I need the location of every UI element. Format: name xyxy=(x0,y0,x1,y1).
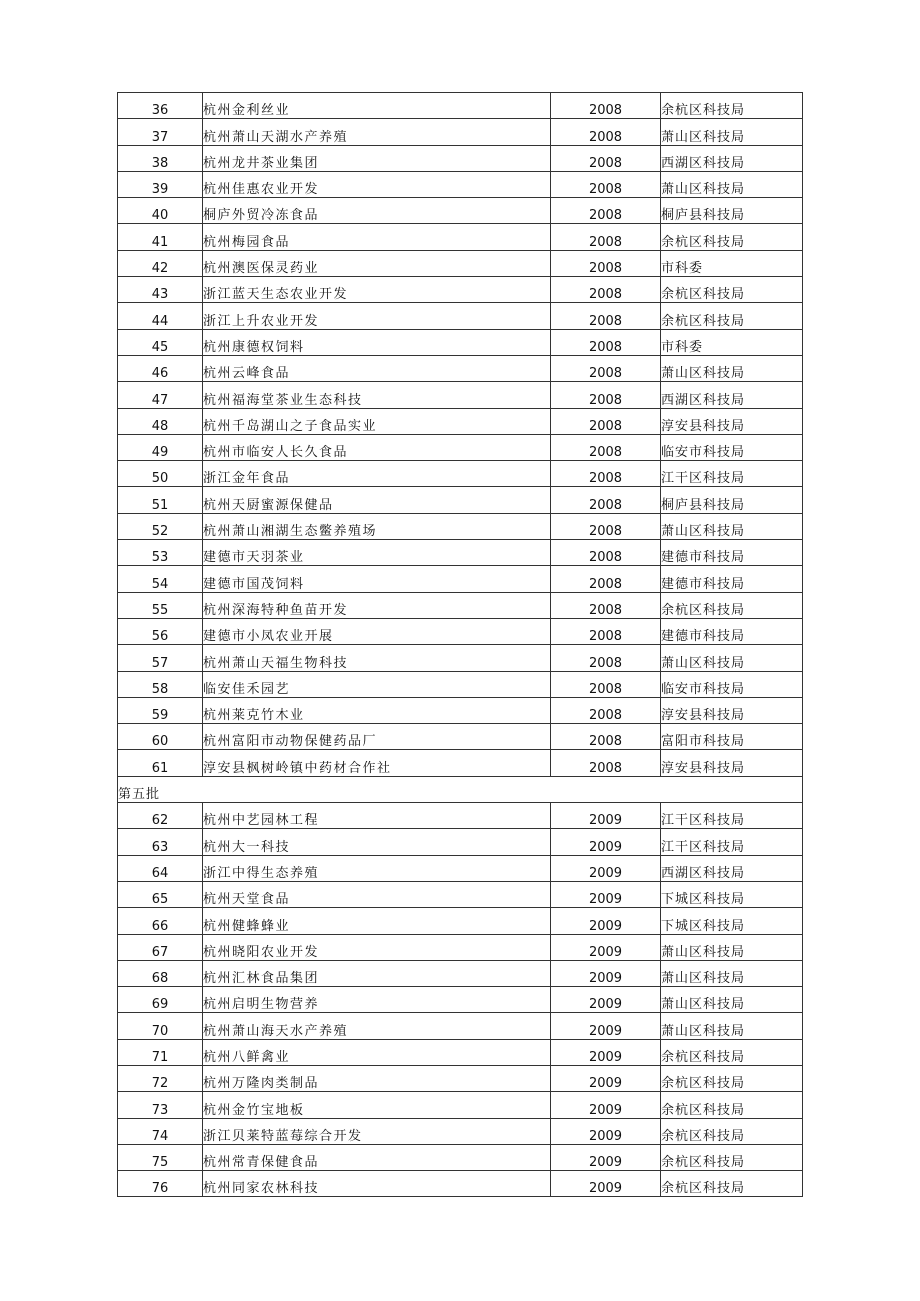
year: 2009 xyxy=(551,1039,661,1065)
row-number: 70 xyxy=(118,1013,203,1039)
company-name: 杭州天堂食品 xyxy=(203,881,551,907)
company-name: 杭州启明生物营养 xyxy=(203,987,551,1013)
company-name: 杭州千岛湖山之子食品实业 xyxy=(203,408,551,434)
company-name: 杭州金利丝业 xyxy=(203,93,551,119)
row-number: 51 xyxy=(118,487,203,513)
row-number: 66 xyxy=(118,908,203,934)
company-name: 浙江蓝天生态农业开发 xyxy=(203,277,551,303)
department: 萧山区科技局 xyxy=(661,513,803,539)
department: 余杭区科技局 xyxy=(661,277,803,303)
year: 2008 xyxy=(551,355,661,381)
year: 2008 xyxy=(551,408,661,434)
company-name: 浙江贝莱特蓝莓综合开发 xyxy=(203,1118,551,1144)
year: 2008 xyxy=(551,566,661,592)
company-name: 杭州常青保健食品 xyxy=(203,1144,551,1170)
year: 2009 xyxy=(551,829,661,855)
row-number: 42 xyxy=(118,250,203,276)
year: 2009 xyxy=(551,1065,661,1091)
company-name: 建德市小凤农业开展 xyxy=(203,618,551,644)
table-row xyxy=(118,540,803,566)
company-name: 杭州梅园食品 xyxy=(203,224,551,250)
table-row xyxy=(118,408,803,434)
table-row xyxy=(118,513,803,539)
year: 2008 xyxy=(551,540,661,566)
year: 2009 xyxy=(551,1013,661,1039)
department: 余杭区科技局 xyxy=(661,303,803,329)
year: 2008 xyxy=(551,303,661,329)
table-row xyxy=(118,1171,803,1197)
row-number: 67 xyxy=(118,934,203,960)
company-name: 杭州佳惠农业开发 xyxy=(203,171,551,197)
year: 2008 xyxy=(551,382,661,408)
row-number: 71 xyxy=(118,1039,203,1065)
company-name: 浙江金年食品 xyxy=(203,461,551,487)
year: 2009 xyxy=(551,1092,661,1118)
department: 余杭区科技局 xyxy=(661,1144,803,1170)
year: 2009 xyxy=(551,803,661,829)
table-row xyxy=(118,329,803,355)
table-row xyxy=(118,750,803,776)
row-number: 58 xyxy=(118,671,203,697)
row-number: 69 xyxy=(118,987,203,1013)
row-number: 75 xyxy=(118,1144,203,1170)
row-number: 54 xyxy=(118,566,203,592)
company-name: 杭州金竹宝地板 xyxy=(203,1092,551,1118)
table-row xyxy=(118,1039,803,1065)
year: 2008 xyxy=(551,671,661,697)
department: 建德市科技局 xyxy=(661,566,803,592)
department: 萧山区科技局 xyxy=(661,960,803,986)
table-row xyxy=(118,119,803,145)
department: 建德市科技局 xyxy=(661,618,803,644)
year: 2008 xyxy=(551,250,661,276)
table-row xyxy=(118,697,803,723)
section-row xyxy=(118,776,803,802)
department: 余杭区科技局 xyxy=(661,224,803,250)
row-number: 68 xyxy=(118,960,203,986)
table-row xyxy=(118,1118,803,1144)
row-number: 63 xyxy=(118,829,203,855)
table-row xyxy=(118,592,803,618)
row-number: 37 xyxy=(118,119,203,145)
year: 2008 xyxy=(551,513,661,539)
table-row xyxy=(118,671,803,697)
company-name: 杭州市临安人长久食品 xyxy=(203,434,551,460)
company-name: 杭州深海特种鱼苗开发 xyxy=(203,592,551,618)
table-row xyxy=(118,1144,803,1170)
row-number: 41 xyxy=(118,224,203,250)
department: 余杭区科技局 xyxy=(661,93,803,119)
enterprise-table-body xyxy=(118,93,803,1197)
row-number: 76 xyxy=(118,1171,203,1197)
company-name: 杭州八鲜禽业 xyxy=(203,1039,551,1065)
row-number: 53 xyxy=(118,540,203,566)
company-name: 浙江上升农业开发 xyxy=(203,303,551,329)
company-name: 杭州万隆肉类制品 xyxy=(203,1065,551,1091)
table-row xyxy=(118,198,803,224)
row-number: 52 xyxy=(118,513,203,539)
row-number: 65 xyxy=(118,881,203,907)
year: 2009 xyxy=(551,987,661,1013)
department: 市科委 xyxy=(661,329,803,355)
table-row xyxy=(118,724,803,750)
department: 萧山区科技局 xyxy=(661,645,803,671)
table-row xyxy=(118,277,803,303)
company-name: 杭州萧山天湖水产养殖 xyxy=(203,119,551,145)
row-number: 39 xyxy=(118,171,203,197)
company-name: 杭州健蜂蜂业 xyxy=(203,908,551,934)
department: 桐庐县科技局 xyxy=(661,198,803,224)
year: 2008 xyxy=(551,93,661,119)
department: 余杭区科技局 xyxy=(661,1039,803,1065)
year: 2008 xyxy=(551,645,661,671)
table-row xyxy=(118,1092,803,1118)
row-number: 49 xyxy=(118,434,203,460)
row-number: 44 xyxy=(118,303,203,329)
department: 萧山区科技局 xyxy=(661,171,803,197)
row-number: 40 xyxy=(118,198,203,224)
year: 2008 xyxy=(551,618,661,644)
department: 江干区科技局 xyxy=(661,829,803,855)
company-name: 杭州富阳市动物保健药品厂 xyxy=(203,724,551,750)
year: 2008 xyxy=(551,171,661,197)
row-number: 61 xyxy=(118,750,203,776)
department: 余杭区科技局 xyxy=(661,1092,803,1118)
year: 2009 xyxy=(551,1171,661,1197)
enterprise-table xyxy=(117,92,803,1197)
department: 西湖区科技局 xyxy=(661,855,803,881)
table-row xyxy=(118,881,803,907)
company-name: 杭州汇林食品集团 xyxy=(203,960,551,986)
row-number: 74 xyxy=(118,1118,203,1144)
year: 2008 xyxy=(551,224,661,250)
company-name: 杭州萧山天福生物科技 xyxy=(203,645,551,671)
company-name: 杭州澳医保灵药业 xyxy=(203,250,551,276)
company-name: 杭州福海堂茶业生态科技 xyxy=(203,382,551,408)
table-row xyxy=(118,618,803,644)
row-number: 56 xyxy=(118,618,203,644)
year: 2008 xyxy=(551,592,661,618)
company-name: 杭州康德权饲料 xyxy=(203,329,551,355)
row-number: 47 xyxy=(118,382,203,408)
department: 余杭区科技局 xyxy=(661,1171,803,1197)
year: 2008 xyxy=(551,277,661,303)
year: 2009 xyxy=(551,960,661,986)
company-name: 杭州同家农林科技 xyxy=(203,1171,551,1197)
company-name: 杭州云峰食品 xyxy=(203,355,551,381)
table-row xyxy=(118,829,803,855)
row-number: 46 xyxy=(118,355,203,381)
department: 西湖区科技局 xyxy=(661,382,803,408)
department: 余杭区科技局 xyxy=(661,1065,803,1091)
row-number: 48 xyxy=(118,408,203,434)
table-row xyxy=(118,1065,803,1091)
table-row xyxy=(118,987,803,1013)
table-row xyxy=(118,250,803,276)
year: 2008 xyxy=(551,750,661,776)
department: 市科委 xyxy=(661,250,803,276)
table-row xyxy=(118,645,803,671)
company-name: 杭州莱克竹木业 xyxy=(203,697,551,723)
year: 2009 xyxy=(551,881,661,907)
row-number: 72 xyxy=(118,1065,203,1091)
table-row xyxy=(118,434,803,460)
row-number: 73 xyxy=(118,1092,203,1118)
department: 桐庐县科技局 xyxy=(661,487,803,513)
table-row xyxy=(118,908,803,934)
company-name: 杭州中艺园林工程 xyxy=(203,803,551,829)
row-number: 43 xyxy=(118,277,203,303)
row-number: 59 xyxy=(118,697,203,723)
table-row xyxy=(118,303,803,329)
row-number: 38 xyxy=(118,145,203,171)
company-name: 杭州萧山湘湖生态鳖养殖场 xyxy=(203,513,551,539)
year: 2009 xyxy=(551,1144,661,1170)
department: 淳安县科技局 xyxy=(661,750,803,776)
company-name: 建德市国茂饲料 xyxy=(203,566,551,592)
company-name: 杭州晓阳农业开发 xyxy=(203,934,551,960)
department: 淳安县科技局 xyxy=(661,697,803,723)
year: 2008 xyxy=(551,198,661,224)
company-name: 杭州萧山海天水产养殖 xyxy=(203,1013,551,1039)
year: 2008 xyxy=(551,145,661,171)
table-row xyxy=(118,355,803,381)
company-name: 浙江中得生态养殖 xyxy=(203,855,551,881)
table-row xyxy=(118,855,803,881)
row-number: 64 xyxy=(118,855,203,881)
year: 2008 xyxy=(551,724,661,750)
company-name: 杭州天厨蜜源保健品 xyxy=(203,487,551,513)
table-row xyxy=(118,566,803,592)
table-row xyxy=(118,960,803,986)
row-number: 57 xyxy=(118,645,203,671)
table-row xyxy=(118,145,803,171)
company-name: 建德市天羽茶业 xyxy=(203,540,551,566)
year: 2009 xyxy=(551,908,661,934)
row-number: 50 xyxy=(118,461,203,487)
department: 下城区科技局 xyxy=(661,881,803,907)
department: 萧山区科技局 xyxy=(661,355,803,381)
row-number: 62 xyxy=(118,803,203,829)
department: 临安市科技局 xyxy=(661,671,803,697)
department: 临安市科技局 xyxy=(661,434,803,460)
table-row xyxy=(118,1013,803,1039)
year: 2008 xyxy=(551,329,661,355)
table-row xyxy=(118,803,803,829)
year: 2009 xyxy=(551,934,661,960)
year: 2009 xyxy=(551,1118,661,1144)
department: 萧山区科技局 xyxy=(661,1013,803,1039)
department: 江干区科技局 xyxy=(661,803,803,829)
year: 2008 xyxy=(551,119,661,145)
company-name: 杭州龙井茶业集团 xyxy=(203,145,551,171)
department: 萧山区科技局 xyxy=(661,987,803,1013)
year: 2008 xyxy=(551,697,661,723)
year: 2008 xyxy=(551,461,661,487)
table-row xyxy=(118,934,803,960)
department: 淳安县科技局 xyxy=(661,408,803,434)
table-row xyxy=(118,171,803,197)
table-row xyxy=(118,461,803,487)
department: 下城区科技局 xyxy=(661,908,803,934)
table-row xyxy=(118,487,803,513)
company-name: 桐庐外贸冷冻食品 xyxy=(203,198,551,224)
table-row xyxy=(118,93,803,119)
department: 江干区科技局 xyxy=(661,461,803,487)
row-number: 36 xyxy=(118,93,203,119)
department: 萧山区科技局 xyxy=(661,934,803,960)
department: 西湖区科技局 xyxy=(661,145,803,171)
section-label: 第五批 xyxy=(118,776,803,802)
department: 建德市科技局 xyxy=(661,540,803,566)
year: 2008 xyxy=(551,487,661,513)
department: 余杭区科技局 xyxy=(661,592,803,618)
department: 余杭区科技局 xyxy=(661,1118,803,1144)
year: 2009 xyxy=(551,855,661,881)
row-number: 60 xyxy=(118,724,203,750)
company-name: 淳安县枫树岭镇中药材合作社 xyxy=(203,750,551,776)
company-name: 临安佳禾园艺 xyxy=(203,671,551,697)
table-row xyxy=(118,382,803,408)
row-number: 45 xyxy=(118,329,203,355)
year: 2008 xyxy=(551,434,661,460)
department: 萧山区科技局 xyxy=(661,119,803,145)
department: 富阳市科技局 xyxy=(661,724,803,750)
row-number: 55 xyxy=(118,592,203,618)
company-name: 杭州大一科技 xyxy=(203,829,551,855)
table-row xyxy=(118,224,803,250)
